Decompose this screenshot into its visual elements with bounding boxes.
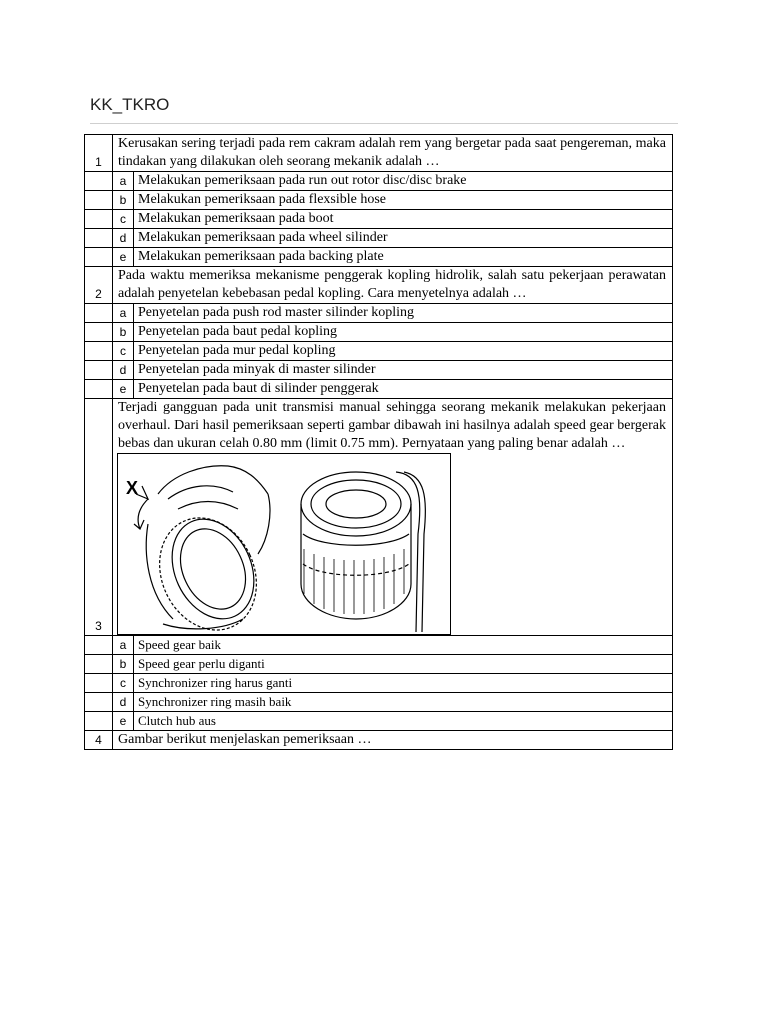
question-stem-cell	[113, 399, 673, 636]
feeler-gauge	[396, 472, 420, 632]
hand-outline	[158, 466, 268, 494]
ring-top	[301, 472, 411, 536]
option-row	[85, 172, 673, 191]
question-stem: Gambar berikut menjelaskan pemeriksaan …	[113, 731, 673, 750]
question-3-stem-row	[85, 399, 673, 636]
question-stem: Kerusakan sering terjadi pada rem cakram adalah rem yang bergetar pada saat pengereman, maka tindakan yang dilakukan oleh seorang mekanik adalah …	[113, 135, 673, 172]
option-letter: c	[113, 674, 134, 693]
option-row	[85, 323, 673, 342]
option-row	[85, 361, 673, 380]
ring-outer	[157, 506, 270, 632]
option-row	[85, 380, 673, 399]
option-letter: b	[113, 191, 134, 210]
option-letter: c	[113, 342, 134, 361]
option-text: Speed gear perlu diganti	[134, 655, 673, 674]
option-row	[85, 636, 673, 655]
question-4-stem-row	[85, 731, 673, 750]
option-letter: a	[113, 172, 134, 191]
option-letter: b	[113, 655, 134, 674]
gear-body	[301, 504, 411, 619]
gear-with-feeler-gauge	[301, 472, 425, 632]
option-row	[85, 229, 673, 248]
option-letter: c	[113, 210, 134, 229]
option-row	[85, 210, 673, 229]
question-number: 2	[85, 267, 113, 304]
question-number: 1	[85, 135, 113, 172]
figure-label-x: X	[126, 478, 139, 498]
option-text: Penyetelan pada push rod master silinder kopling	[134, 304, 673, 323]
header-title: KK_TKRO	[90, 95, 170, 114]
gear-teeth	[142, 502, 274, 634]
option-letter: e	[113, 380, 134, 399]
option-text: Melakukan pemeriksaan pada run out rotor disc/disc brake	[134, 172, 673, 191]
option-letter: e	[113, 248, 134, 267]
question-table	[84, 134, 673, 750]
option-letter: a	[113, 304, 134, 323]
figure-synchronizer-ring-inspection	[117, 453, 451, 635]
option-row	[85, 248, 673, 267]
question-2-stem-row	[85, 267, 673, 304]
page-header	[90, 95, 678, 124]
option-text: Speed gear baik	[134, 636, 673, 655]
option-text: Penyetelan pada baut di silinder penggerak	[134, 380, 673, 399]
question-number: 4	[85, 731, 113, 750]
option-row	[85, 655, 673, 674]
option-letter: d	[113, 693, 134, 712]
option-letter: a	[113, 636, 134, 655]
question-1-stem-row	[85, 135, 673, 172]
figure-illustration	[118, 454, 450, 634]
option-text: Synchronizer ring masih baik	[134, 693, 673, 712]
question-number: 3	[85, 399, 113, 636]
option-text: Melakukan pemeriksaan pada boot	[134, 210, 673, 229]
ring-inner	[168, 518, 258, 619]
rotation-arrow	[138, 499, 148, 529]
option-text: Melakukan pemeriksaan pada wheel silinder	[134, 229, 673, 248]
option-text: Clutch hub aus	[134, 712, 673, 731]
option-text: Melakukan pemeriksaan pada backing plate	[134, 248, 673, 267]
option-row	[85, 712, 673, 731]
option-text: Penyetelan pada mur pedal kopling	[134, 342, 673, 361]
option-text: Penyetelan pada minyak di master silinder	[134, 361, 673, 380]
option-row	[85, 191, 673, 210]
option-letter: b	[113, 323, 134, 342]
option-text: Synchronizer ring harus ganti	[134, 674, 673, 693]
option-letter: d	[113, 229, 134, 248]
option-letter: e	[113, 712, 134, 731]
option-text: Melakukan pemeriksaan pada flexsible hose	[134, 191, 673, 210]
option-row	[85, 304, 673, 323]
option-row	[85, 693, 673, 712]
option-text: Penyetelan pada baut pedal kopling	[134, 323, 673, 342]
option-letter: d	[113, 361, 134, 380]
option-row	[85, 342, 673, 361]
question-stem: Pada waktu memeriksa mekanisme penggerak kopling hidrolik, salah satu pekerjaan perawatan adalah penyetelan kebebasan pedal kopling. Cara menyetelnya adalah …	[113, 267, 673, 304]
option-row	[85, 674, 673, 693]
question-stem: Terjadi gangguan pada unit transmisi manual sehingga seorang mekanik melakukan pekerjaan overhaul. Dari hasil pemeriksaan seperti gambar dibawah ini hasilnya adalah speed gear bergerak bebas dan ukuran celah 0.80 mm (limit 0.75 mm). Pernyataan yang paling benar adalah …	[118, 400, 666, 451]
